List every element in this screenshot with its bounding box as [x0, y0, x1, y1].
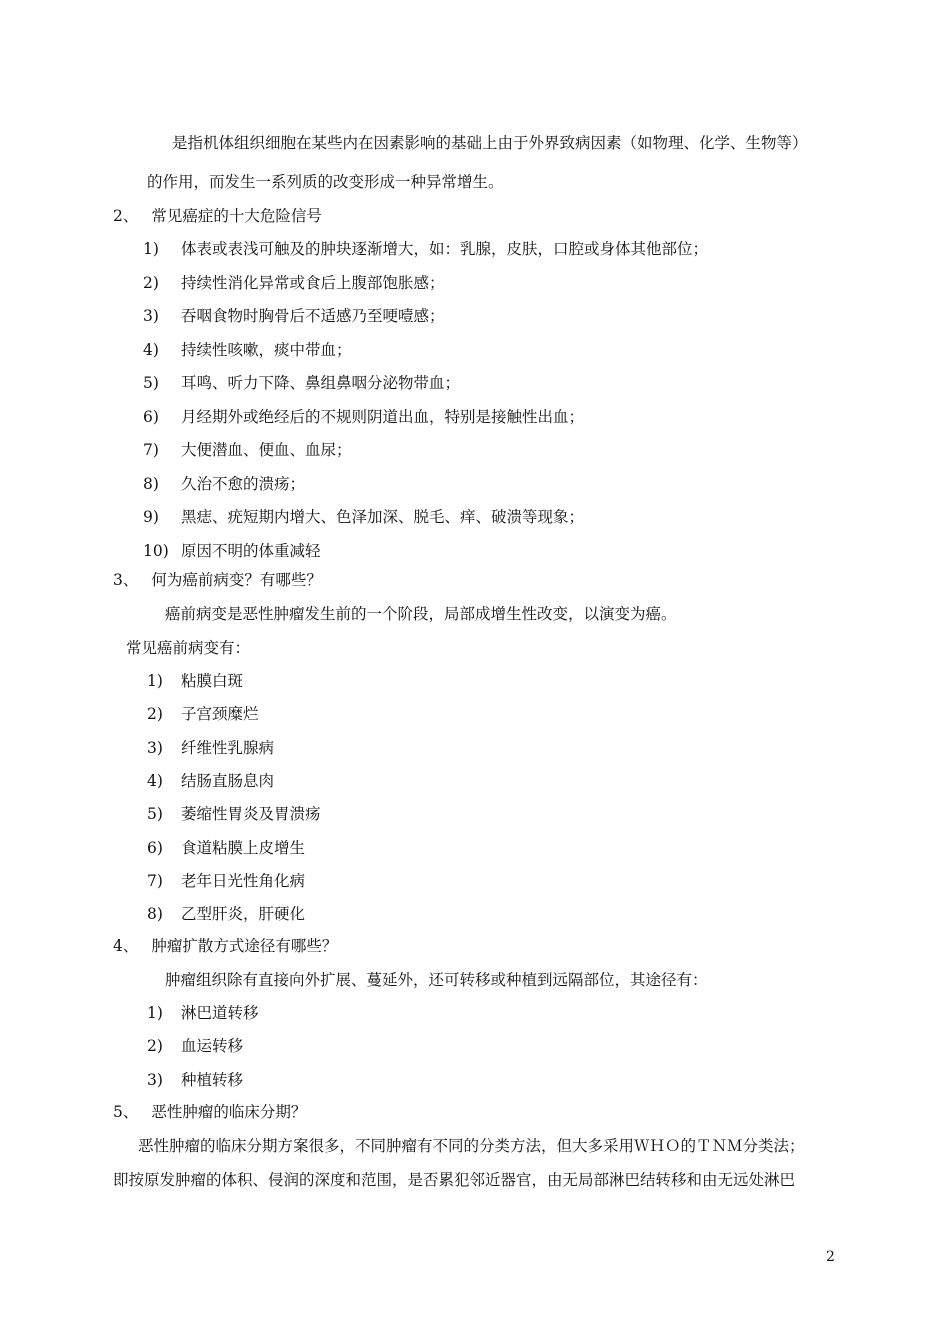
list-item-number: 6)	[147, 838, 163, 857]
list-item-text: 耳鸣、听力下降、鼻组鼻咽分泌物带血；	[181, 374, 461, 392]
list-item-text: 原因不明的体重减轻	[181, 541, 321, 560]
section-number: 3、	[113, 571, 139, 589]
section-4-paragraph: 肿瘤组织除有直接向外扩展、蔓延外，还可转移或种植到远隔部位，其途径有：	[165, 971, 708, 989]
section-number: 2、	[113, 207, 139, 225]
section-5-heading	[113, 1102, 306, 1122]
list-item-number: 1)	[147, 672, 163, 690]
section-title: 恶性肿瘤的临床分期？	[151, 1103, 307, 1121]
list-item-number: 6)	[143, 407, 159, 426]
list-item-number: 2)	[147, 1037, 163, 1056]
list-item-number: 5)	[143, 374, 159, 392]
list-item-number: 3)	[147, 1070, 163, 1089]
list-item-number: 5)	[147, 805, 163, 824]
list-item-number: 2)	[147, 705, 163, 724]
list-item-text: 子宫颈糜烂	[181, 705, 259, 724]
section-number: 5、	[113, 1103, 139, 1121]
section-5-line-1: 恶性肿瘤的临床分期方案很多，不同肿瘤有不同的分类方法，但大多采用ＷＨＯ的ＴＮＭ分类法；	[138, 1137, 805, 1155]
section-3-heading	[113, 570, 322, 590]
list-item-number: 7)	[147, 871, 163, 890]
list-item-text: 乙型肝炎，肝硬化	[181, 905, 306, 924]
list-item-number: 2)	[143, 273, 159, 292]
list-item-text: 萎缩性胃炎及胃溃疡	[181, 805, 321, 824]
list-item-number: 3)	[143, 307, 159, 325]
section-title: 常见癌症的十大危险信号	[151, 207, 322, 225]
list-item-text: 淋巴道转移	[181, 1004, 259, 1022]
list-item-number: 10)	[143, 541, 169, 560]
list-item-text: 大便潜血、便血、血尿；	[181, 441, 352, 459]
section-number: 4、	[113, 937, 139, 955]
section-3-subheading: 常见癌前病变有：	[126, 639, 251, 657]
list-item-text: 持续性咳嗽，痰中带血；	[181, 340, 352, 359]
list-item-text: 吞咽食物时胸骨后不适感乃至哽噎感；	[181, 307, 445, 325]
list-item-text: 种植转移	[181, 1070, 244, 1089]
list-item-text: 月经期外或绝经后的不规则阴道出血，特别是接触性出血；	[181, 407, 585, 426]
list-item-number: 3)	[147, 738, 163, 757]
section-4-heading	[113, 936, 337, 956]
list-item-text: 结肠直肠息肉	[181, 771, 275, 790]
list-item-text: 血运转移	[181, 1037, 244, 1056]
list-item-text: 持续性消化异常或食后上腹部饱胀感；	[181, 273, 445, 292]
section-5-line-2: 即按原发肿瘤的体积、侵润的深度和范围，是否累犯邻近器官，由无局部淋巴结转移和由无远处淋巴	[113, 1171, 796, 1189]
list-item-text: 体表或表浅可触及的肿块逐渐增大，如：乳腺，皮肤，口腔或身体其他部位；	[181, 240, 709, 258]
list-item-number: 4)	[147, 771, 163, 790]
list-item-number: 4)	[143, 340, 159, 359]
list-item-text: 久治不愈的溃疡；	[181, 474, 306, 493]
section-title: 肿瘤扩散方式途径有哪些？	[151, 937, 338, 955]
list-item-number: 8)	[143, 474, 159, 493]
page-number: 2	[826, 1249, 835, 1265]
list-item-text: 老年日光性角化病	[181, 871, 306, 890]
intro-line-2: 的作用，而发生一系列质的改变形成一种异常增生。	[147, 173, 504, 191]
list-item-text: 纤维性乳腺病	[181, 738, 275, 757]
list-item-text: 食道粘膜上皮增生	[181, 838, 306, 857]
section-title: 何为癌前病变？有哪些？	[151, 571, 322, 589]
list-item-number: 9)	[143, 508, 159, 526]
list-item-number: 1)	[143, 240, 159, 258]
list-item-text: 黑痣、疣短期内增大、色泽加深、脱毛、痒、破溃等现象；	[181, 508, 585, 526]
list-item-number: 7)	[143, 441, 159, 459]
intro-line-1: 是指机体组织细胞在某些内在因素影响的基础上由于外界致病因素（如物理、化学、生物等）	[172, 134, 808, 152]
list-item-number: 8)	[147, 905, 163, 924]
section-3-paragraph: 癌前病变是恶性肿瘤发生前的一个阶段，局部成增生性改变，以演变为癌。	[165, 605, 677, 623]
list-item-text: 粘膜白斑	[181, 672, 244, 690]
section-2-heading	[113, 206, 322, 226]
list-item-number: 1)	[147, 1004, 163, 1022]
